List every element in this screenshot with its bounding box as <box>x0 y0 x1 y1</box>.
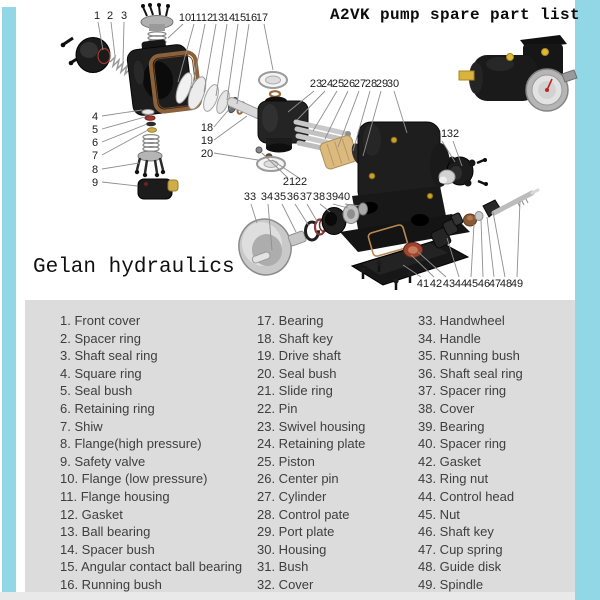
part-list-item: 40. Spacer ring <box>418 436 507 452</box>
callout-number: 26 <box>342 78 356 90</box>
part-list-item: 48. Guide disk <box>418 559 502 575</box>
part-list-item: 26. Center pin <box>257 471 339 487</box>
callout-number: 15 <box>233 12 247 24</box>
part-list-item: 16. Running bush <box>60 576 162 592</box>
callout-number: 13 <box>211 12 225 24</box>
bearing-17 <box>259 72 287 97</box>
callout-number: 3 <box>120 10 128 22</box>
part-list-item: 39. Bearing <box>418 418 485 434</box>
callout-number: 27 <box>353 78 367 90</box>
callout-number: 34 <box>260 191 274 203</box>
part-list-item: 5. Seal bush <box>60 383 133 399</box>
callout-number: 22 <box>294 176 308 188</box>
part-list-item: 13. Ball bearing <box>60 524 151 540</box>
callout-number: 16 <box>244 12 258 24</box>
part-list-item: 45. Nut <box>418 506 460 522</box>
leader-line <box>237 24 249 104</box>
leader-line <box>102 130 148 155</box>
leader-line <box>264 24 273 70</box>
part-list-item: 49. Spindle <box>418 576 484 592</box>
callout-number: 6 <box>91 137 99 149</box>
callout-number: 31 <box>434 128 448 140</box>
part-list-item: 37. Spacer ring <box>418 383 507 399</box>
part-list-item: 34. Handle <box>418 330 481 346</box>
callout-number: 9 <box>91 177 99 189</box>
leader-line <box>493 212 505 277</box>
part-list-item: 46. Shaft key <box>418 524 494 540</box>
callout-number: 40 <box>337 191 351 203</box>
parts-column-2 <box>257 312 365 594</box>
callout-number: 5 <box>91 124 99 136</box>
callout-number: 30 <box>386 78 400 90</box>
callout-number: 33 <box>243 191 257 203</box>
part-list-item: 33. Handwheel <box>418 313 505 328</box>
part-list-item: 9. Safety valve <box>60 453 146 469</box>
leader-line <box>251 204 257 223</box>
part-list-item: 42. Gasket <box>418 453 481 469</box>
callout-number: 28 <box>364 78 378 90</box>
leader-line <box>295 204 309 226</box>
nut <box>475 212 483 221</box>
callout-number: 49 <box>510 278 524 290</box>
callout-number: 29 <box>375 78 389 90</box>
part-list-item: 21. Slide ring <box>257 383 333 399</box>
leader-line <box>111 22 115 56</box>
part-list-item: 1. Front cover <box>60 313 141 328</box>
part-list-item: 25. Piston <box>257 453 315 469</box>
part-list-item: 31. Bush <box>257 559 309 575</box>
callout-number: 24 <box>320 78 334 90</box>
callout-number: 21 <box>282 176 296 188</box>
part-list-item: 19. Drive shaft <box>257 348 341 364</box>
part-list-item: 10. Flange (low pressure) <box>60 471 208 487</box>
callout-number: 19 <box>200 135 214 147</box>
callout-number: 1 <box>93 10 101 22</box>
part-list-item: 43. Ring nut <box>418 471 489 487</box>
leader-line <box>517 201 520 277</box>
part-list-item: 27. Cylinder <box>257 488 327 504</box>
callout-number: 10 <box>178 12 192 24</box>
parts-column-3 <box>418 312 523 594</box>
callout-number: 46 <box>477 278 491 290</box>
callout-number: 39 <box>325 191 339 203</box>
callout-number: 37 <box>299 191 313 203</box>
part-list-item: 11. Flange housing <box>60 488 170 504</box>
leader-line <box>204 24 216 92</box>
callout-number: 23 <box>309 78 323 90</box>
callout-number: 47 <box>488 278 502 290</box>
part-list-item: 36. Shaft seal ring <box>418 365 523 381</box>
part-list-item: 23. Swivel housing <box>257 418 366 434</box>
leader-line <box>313 91 337 131</box>
brand-text: Gelan hydraulics <box>33 256 235 279</box>
leader-line <box>487 217 494 277</box>
safety-valve-stack <box>135 110 178 200</box>
pressure-gauge <box>526 69 577 111</box>
callout-number: 44 <box>454 278 468 290</box>
part-list-item: 35. Running bush <box>418 348 520 364</box>
safety-valve <box>138 179 178 199</box>
callout-number: 41 <box>416 278 430 290</box>
leader-line <box>214 116 247 140</box>
callout-number: 25 <box>331 78 345 90</box>
part-list-item: 30. Housing <box>257 541 327 557</box>
callout-number: 4 <box>91 111 99 123</box>
part-list-item: 18. Shaft key <box>257 330 333 346</box>
leader-line <box>481 220 483 277</box>
part-list-item: 15. Angular contact ball bearing <box>60 559 243 575</box>
leader-line <box>102 182 137 186</box>
callout-number: 35 <box>273 191 287 203</box>
front-cover <box>61 38 130 75</box>
callout-number: 11 <box>190 12 202 24</box>
leader-line <box>471 224 474 277</box>
part-list-item: 8. Flange(high pressure) <box>60 436 202 452</box>
part-list-item: 28. Control pate <box>257 506 350 522</box>
page-title: A2VK pump spare part list <box>330 6 581 24</box>
part-list-item: 17. Bearing <box>257 313 324 328</box>
part-list-item: 29. Port plate <box>257 524 335 540</box>
callout-number: 8 <box>91 164 99 176</box>
parts-column-1 <box>60 312 242 594</box>
callout-number: 14 <box>222 12 236 24</box>
leader-line <box>102 163 139 169</box>
leader-line <box>214 153 258 160</box>
parts-list-panel <box>25 300 575 600</box>
part-list-item: 12. Gasket <box>60 506 123 522</box>
callout-number: 20 <box>200 148 214 160</box>
callout-number: 18 <box>200 122 214 134</box>
leader-line <box>227 24 238 100</box>
part-list-item: 32. Cover <box>257 576 314 592</box>
part-list-item: 2. Spacer ring <box>60 330 141 346</box>
shaft-end <box>459 71 474 80</box>
part-list-item: 47. Cup spring <box>418 541 503 557</box>
part-list-item: 7. Shiw <box>60 418 103 434</box>
product-photo <box>459 35 577 111</box>
part-list-item: 22. Pin <box>257 400 298 416</box>
part-list-item: 4. Square ring <box>60 365 142 381</box>
callout-number: 32 <box>446 128 460 140</box>
callout-number: 12 <box>200 12 214 24</box>
callout-number: 43 <box>442 278 456 290</box>
panel-bottom-strip <box>0 592 575 600</box>
callout-number: 2 <box>106 10 114 22</box>
callout-number: 38 <box>312 191 326 203</box>
callout-number: 7 <box>91 150 99 162</box>
part-list-item: 3. Shaft seal ring <box>60 348 158 364</box>
callout-number: 45 <box>465 278 479 290</box>
part-list-item: 20. Seal bush <box>257 365 337 381</box>
leader-line <box>123 22 124 62</box>
leader-line <box>307 204 318 223</box>
callout-number: 17 <box>255 12 269 24</box>
callout-number: 48 <box>499 278 513 290</box>
leader-line <box>216 24 227 96</box>
leader-line <box>320 204 330 212</box>
part-list-item: 14. Spacer bush <box>60 541 155 557</box>
handwheel <box>233 214 297 281</box>
spindle <box>494 190 538 213</box>
callout-number: 42 <box>429 278 443 290</box>
part-list-item: 44. Control head <box>418 488 515 504</box>
part-list-item: 24. Retaining plate <box>257 436 366 452</box>
part-list-item: 38. Cover <box>418 400 475 416</box>
part-list-item: 6. Retaining ring <box>60 400 155 416</box>
callout-number: 36 <box>286 191 300 203</box>
